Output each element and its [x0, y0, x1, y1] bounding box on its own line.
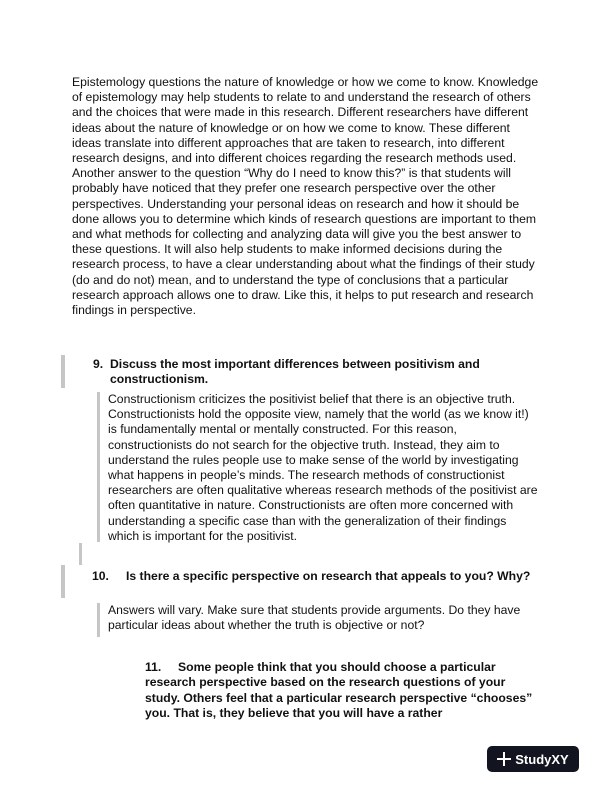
question-11-title: Some people think that you should choose a particular research perspective based on the research questions of your study. Others feel that a particular research perspective “chooses” you. That is, they believe that you will have a rather: [145, 660, 533, 721]
quote-bar: [97, 603, 100, 637]
plus-icon: [497, 752, 511, 766]
question-9-answer: Constructionism criticizes the positivist belief that there is an objective truth. Constructionists hold the opposite view, namely that the world (as we know it!) is fundamentally mental or mentally constructed. For this reason, constructionists do not search for the objective truth. Instead, they aim to understand the rules people use to make sense of the world by investigating what happens in people’s minds. The research methods of constructionist researchers are often qualitative whereas research methods of the positivist are often quantitative in nature. Constructionists are often more concerned with understanding a specific case than with the generalization of their findings which is important for the positivist.: [108, 392, 538, 543]
brand-name: StudyXY: [515, 751, 569, 767]
intro-paragraph: Epistemology questions the nature of knowledge or how we come to know. Knowledge of epistemology may help students to relate to and understand the research of others and the choices that were made in this research. Different researchers have different ideas about the nature of knowledge or on how we come to know. These different ideas translate into different approaches that are taken to research, into different research designs, and into different choices regarding the research methods used. Another answer to the question “Why do I need to know this?” is that students will probably have noticed that they prefer one research perspective over the other perspectives. Understanding your personal ideas on research and how it should be done allows you to determine which kinds of research questions are important to them and what methods for collecting and analyzing data will give you the best answer to these questions. It will also help students to make informed decisions during the research process, to have a clear understanding about what the findings of their study (do and do not) mean, and to understand the type of conclusions that a particular research approach allows one to draw. Like this, it helps to put research and research findings in perspective.: [72, 75, 539, 318]
question-9-title: Discuss the most important differences between positivism and constructionism.: [110, 357, 480, 387]
question-10-number: 10.: [92, 569, 109, 583]
question-10-answer: Answers will vary. Make sure that students provide arguments. Do they have particular ideas about whether the truth is objective or not?: [108, 603, 521, 633]
question-10-title: Is there a specific perspective on research that appeals to you? Why?: [126, 569, 531, 583]
question-9-number: 9.: [93, 357, 104, 371]
quote-bar: [61, 565, 65, 598]
quote-bar: [61, 355, 65, 388]
studyxy-logo: [487, 746, 579, 772]
quote-bar: [79, 543, 82, 565]
quote-bar: [97, 392, 100, 542]
question-11-number: 11.: [145, 660, 162, 674]
